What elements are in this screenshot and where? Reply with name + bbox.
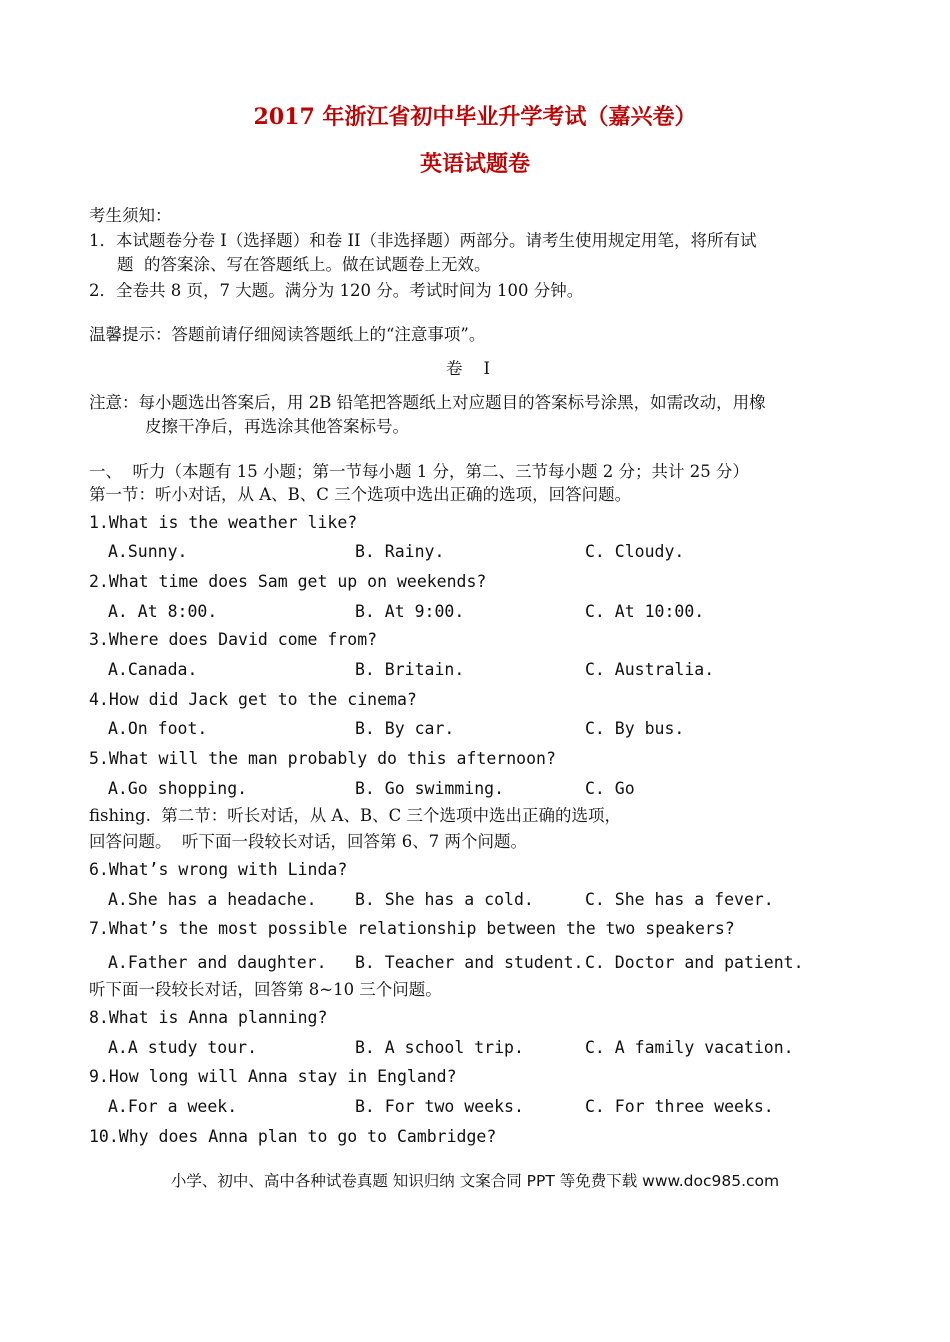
- instruction-item-2: 2．全卷共 8 页，7 大题。满分为 120 分。考试时间为 100 分钟。: [89, 281, 584, 300]
- question-2-option-a: A. At 8:00.: [108, 602, 218, 621]
- page-footer: 小学、初中、高中各种试卷真题 知识归纳 文案合同 PPT 等免费下载 www.doc985.com: [170, 1172, 780, 1190]
- question-6-option-c: C. She has a fever.: [585, 890, 774, 909]
- question-2: 2.What time does Sam get up on weekends?: [89, 572, 487, 591]
- question-1-option-c: C. Cloudy.: [585, 542, 685, 561]
- question-6-option-a: A.She has a headache.: [108, 890, 317, 909]
- exam-subtitle: 英语试题卷: [419, 151, 530, 177]
- question-3-option-b: B. Britain.: [355, 660, 465, 679]
- question-5: 5.What will the man probably do this afternoon?: [89, 749, 556, 768]
- question-5-option-a: A.Go shopping.: [108, 779, 248, 798]
- question-10: 10.Why does Anna plan to go to Cambridge?: [89, 1127, 497, 1146]
- notice-line-2: 皮擦干净后，再选涂其他答案标号。: [145, 417, 409, 436]
- question-2-option-b: B. At 9:00.: [355, 602, 465, 621]
- question-9-option-b: B. For two weeks.: [355, 1097, 524, 1116]
- question-1: 1.What is the weather like?: [89, 513, 358, 532]
- question-4-option-a: A.On foot.: [108, 719, 208, 738]
- instruction-item-1: 1．本试题卷分卷 I（选择题）和卷 II（非选择题）两部分。请考生使用规定用笔，将所有试: [89, 231, 757, 250]
- question-3: 3.Where does David come from?: [89, 630, 378, 649]
- question-7: 7.What’s the most possible relationship between the two speakers?: [89, 919, 735, 938]
- question-8-option-a: A.A study tour.: [108, 1038, 258, 1057]
- part-3-instruction: 听下面一段较长对话，回答第 8~10 三个问题。: [89, 980, 442, 999]
- instruction-item-1-cont: 题 的答案涂、写在答题纸上。做在试题卷上无效。: [117, 255, 491, 274]
- question-8-option-b: B. A school trip.: [355, 1038, 524, 1057]
- question-9: 9.How long will Anna stay in England?: [89, 1067, 457, 1086]
- question-4-option-c: C. By bus.: [585, 719, 685, 738]
- question-8: 8.What is Anna planning?: [89, 1008, 328, 1027]
- question-5-option-c: C. Go: [585, 779, 635, 798]
- question-7-option-b: B. Teacher and student.: [355, 953, 584, 972]
- part-2-instruction: fishing. 第二节：听长对话，从 A、B、C 三个选项中选出正确的选项，: [89, 806, 621, 825]
- question-8-option-c: C. A family vacation.: [585, 1038, 794, 1057]
- part-2-instruction-cont: 回答问题。 听下面一段较长对话，回答第 6、7 两个问题。: [89, 832, 527, 851]
- question-1-option-a: A.Sunny.: [108, 542, 188, 561]
- question-6: 6.What’s wrong with Linda?: [89, 860, 348, 879]
- question-1-option-b: B. Rainy.: [355, 542, 445, 561]
- instructions-heading: 考生须知：: [89, 206, 172, 225]
- notice-line-1: 注意：每小题选出答案后，用 2B 铅笔把答题纸上对应题目的答案标号涂黑，如需改动，用橡: [89, 393, 766, 412]
- exam-title: 2017 年浙江省初中毕业升学考试（嘉兴卷）: [253, 104, 697, 130]
- instruction-tip: 温馨提示：答题前请仔细阅读答题纸上的“注意事项”。: [89, 325, 486, 344]
- question-6-option-b: B. She has a cold.: [355, 890, 534, 909]
- question-4-option-b: B. By car.: [355, 719, 455, 738]
- question-7-option-a: A.Father and daughter.: [108, 953, 327, 972]
- section-heading: 一、 听力（本题有 15 小题；第一节每小题 1 分，第二、三节每小题 2 分；共计 25 分）: [89, 462, 749, 481]
- question-2-option-c: C. At 10:00.: [585, 602, 705, 621]
- question-3-option-c: C. Australia.: [585, 660, 715, 679]
- volume-label: 卷 I: [446, 359, 490, 378]
- part-1-instruction: 第一节：听小对话，从 A、B、C 三个选项中选出正确的选项，回答问题。: [89, 485, 632, 504]
- question-4: 4.How did Jack get to the cinema?: [89, 690, 417, 709]
- question-3-option-a: A.Canada.: [108, 660, 198, 679]
- question-9-option-a: A.For a week.: [108, 1097, 238, 1116]
- question-9-option-c: C. For three weeks.: [585, 1097, 774, 1116]
- question-5-option-b: B. Go swimming.: [355, 779, 505, 798]
- question-7-option-c: C. Doctor and patient.: [585, 953, 804, 972]
